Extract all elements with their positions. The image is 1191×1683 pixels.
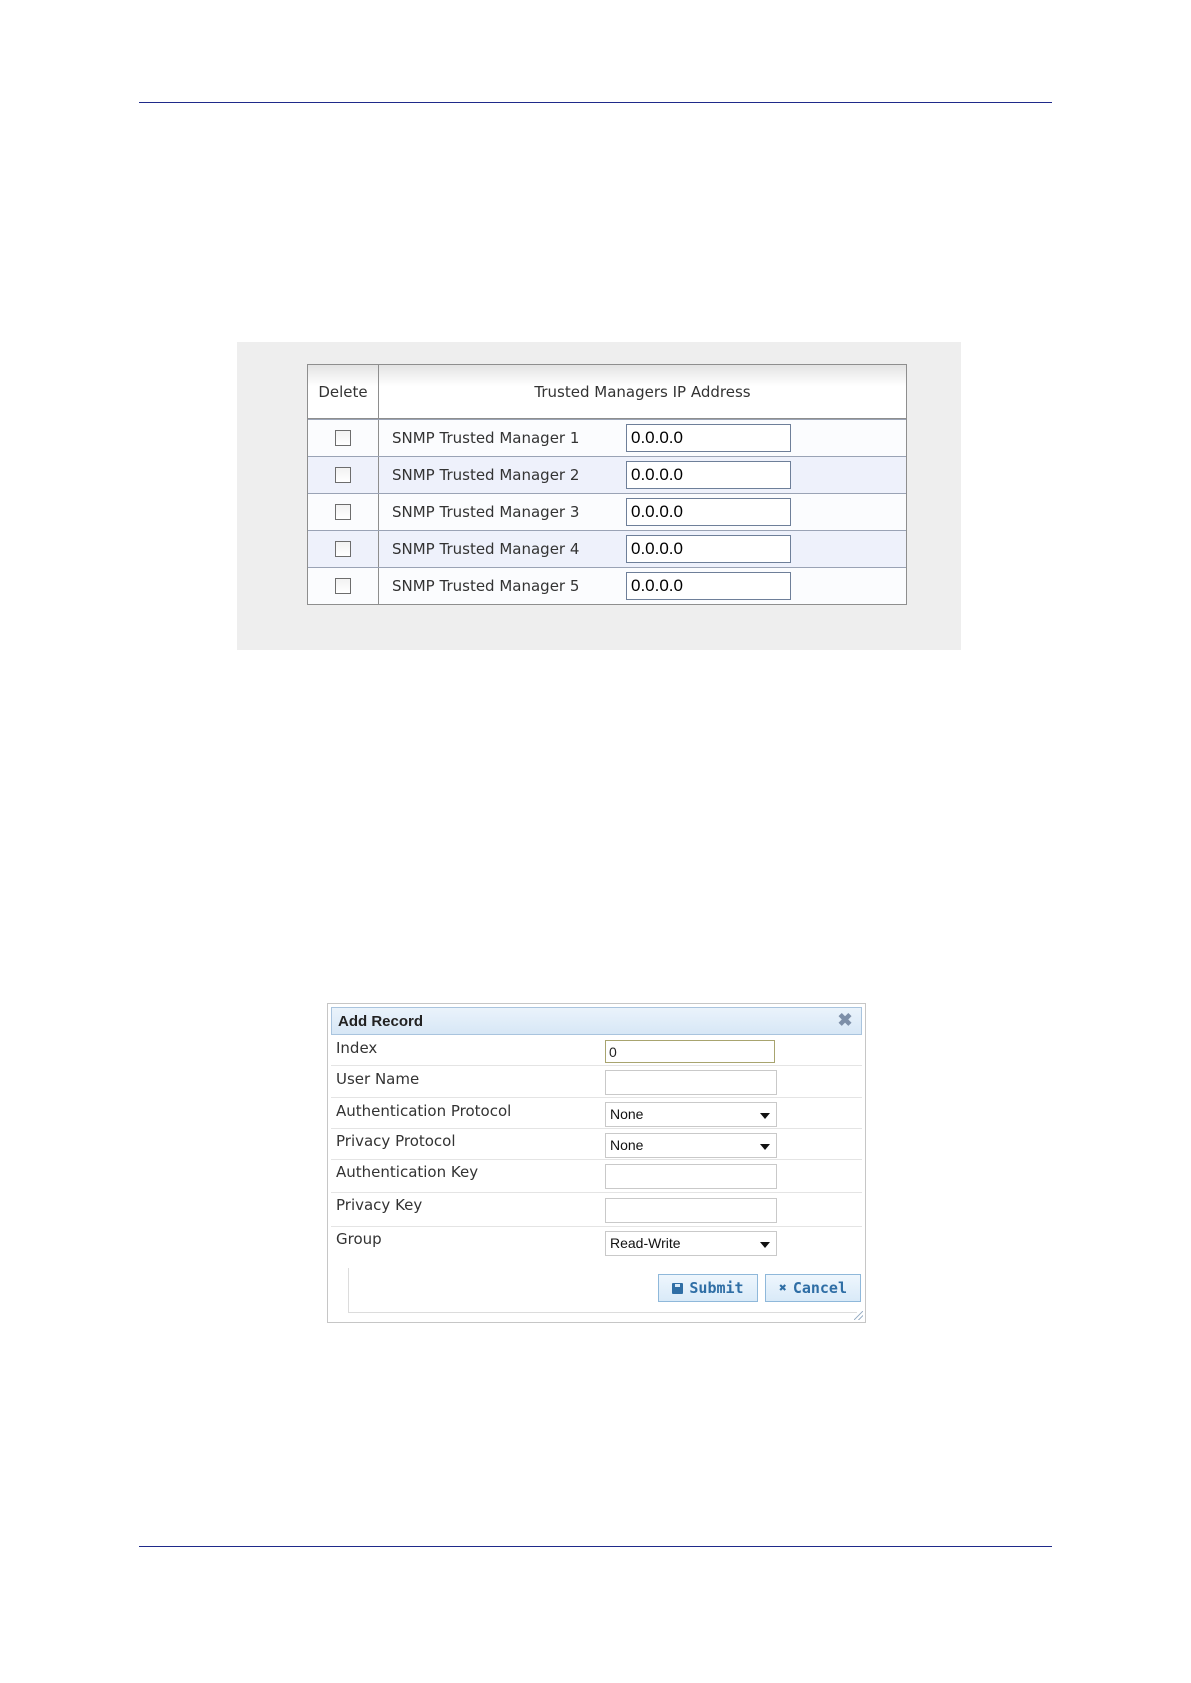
user-name-label: User Name bbox=[336, 1070, 420, 1088]
chevron-down-icon bbox=[760, 1113, 770, 1119]
submit-button[interactable] bbox=[658, 1274, 758, 1302]
group-label: Group bbox=[336, 1230, 382, 1248]
auth-protocol-row bbox=[331, 1098, 862, 1129]
ip-column-header: Trusted Managers IP Address bbox=[534, 382, 751, 401]
manager-label: SNMP Trusted Manager 1 bbox=[392, 429, 580, 447]
dialog-title-bar[interactable] bbox=[331, 1007, 862, 1035]
ip-address-input[interactable]: 0.0.0.0 bbox=[626, 424, 791, 452]
auth-protocol-select[interactable] bbox=[605, 1102, 777, 1127]
privacy-key-label: Privacy Key bbox=[336, 1196, 423, 1214]
save-icon bbox=[672, 1283, 683, 1294]
auth-key-label: Authentication Key bbox=[336, 1163, 479, 1181]
table-row bbox=[308, 567, 906, 604]
privacy-protocol-value: None bbox=[610, 1137, 644, 1153]
delete-column-header: Delete bbox=[308, 365, 379, 418]
group-select[interactable] bbox=[605, 1231, 777, 1256]
ip-address-input[interactable]: 0.0.0.0 bbox=[626, 572, 791, 600]
privacy-key-input[interactable] bbox=[605, 1198, 777, 1223]
privacy-protocol-row bbox=[331, 1129, 862, 1160]
trusted-managers-panel bbox=[237, 342, 961, 650]
header-rule bbox=[139, 102, 1052, 103]
table-header bbox=[308, 365, 906, 419]
close-icon: ✖ bbox=[778, 1280, 787, 1296]
ip-address-input[interactable]: 0.0.0.0 bbox=[626, 461, 791, 489]
privacy-protocol-select[interactable] bbox=[605, 1133, 777, 1158]
dialog-title: Add Record bbox=[338, 1012, 424, 1030]
ip-address-input[interactable]: 0.0.0.0 bbox=[626, 535, 791, 563]
manager-label: SNMP Trusted Manager 3 bbox=[392, 503, 580, 521]
delete-checkbox[interactable] bbox=[335, 541, 351, 557]
add-record-dialog bbox=[327, 1003, 866, 1323]
privacy-protocol-label: Privacy Protocol bbox=[336, 1132, 456, 1150]
submit-label: Submit bbox=[689, 1279, 744, 1297]
auth-protocol-label: Authentication Protocol bbox=[336, 1102, 512, 1120]
cancel-button[interactable] bbox=[765, 1274, 861, 1302]
delete-checkbox[interactable] bbox=[335, 430, 351, 446]
user-name-row bbox=[331, 1066, 862, 1098]
close-icon[interactable]: ✖ bbox=[837, 1010, 853, 1030]
resize-grip-icon[interactable] bbox=[854, 1311, 863, 1320]
dialog-footer bbox=[348, 1268, 857, 1313]
delete-checkbox[interactable] bbox=[335, 578, 351, 594]
manager-label: SNMP Trusted Manager 4 bbox=[392, 540, 580, 558]
index-row bbox=[331, 1035, 862, 1066]
auth-key-input[interactable] bbox=[605, 1164, 777, 1189]
table-row bbox=[308, 419, 906, 456]
table-row bbox=[308, 493, 906, 530]
index-label: Index bbox=[336, 1039, 378, 1057]
delete-checkbox[interactable] bbox=[335, 504, 351, 520]
table-row bbox=[308, 530, 906, 567]
cancel-label: Cancel bbox=[792, 1279, 847, 1297]
manager-label: SNMP Trusted Manager 5 bbox=[392, 577, 580, 595]
delete-checkbox[interactable] bbox=[335, 467, 351, 483]
group-value: Read-Write bbox=[610, 1235, 681, 1251]
manager-label: SNMP Trusted Manager 2 bbox=[392, 466, 580, 484]
footer-rule bbox=[139, 1546, 1052, 1547]
ip-address-input[interactable]: 0.0.0.0 bbox=[626, 498, 791, 526]
chevron-down-icon bbox=[760, 1242, 770, 1248]
trusted-managers-table bbox=[307, 364, 907, 605]
privacy-key-row bbox=[331, 1193, 862, 1227]
index-input[interactable]: 0 bbox=[605, 1040, 775, 1063]
user-name-input[interactable] bbox=[605, 1070, 777, 1095]
table-row bbox=[308, 456, 906, 493]
group-row bbox=[331, 1227, 862, 1260]
auth-protocol-value: None bbox=[610, 1106, 644, 1122]
chevron-down-icon bbox=[760, 1144, 770, 1150]
auth-key-row bbox=[331, 1160, 862, 1193]
